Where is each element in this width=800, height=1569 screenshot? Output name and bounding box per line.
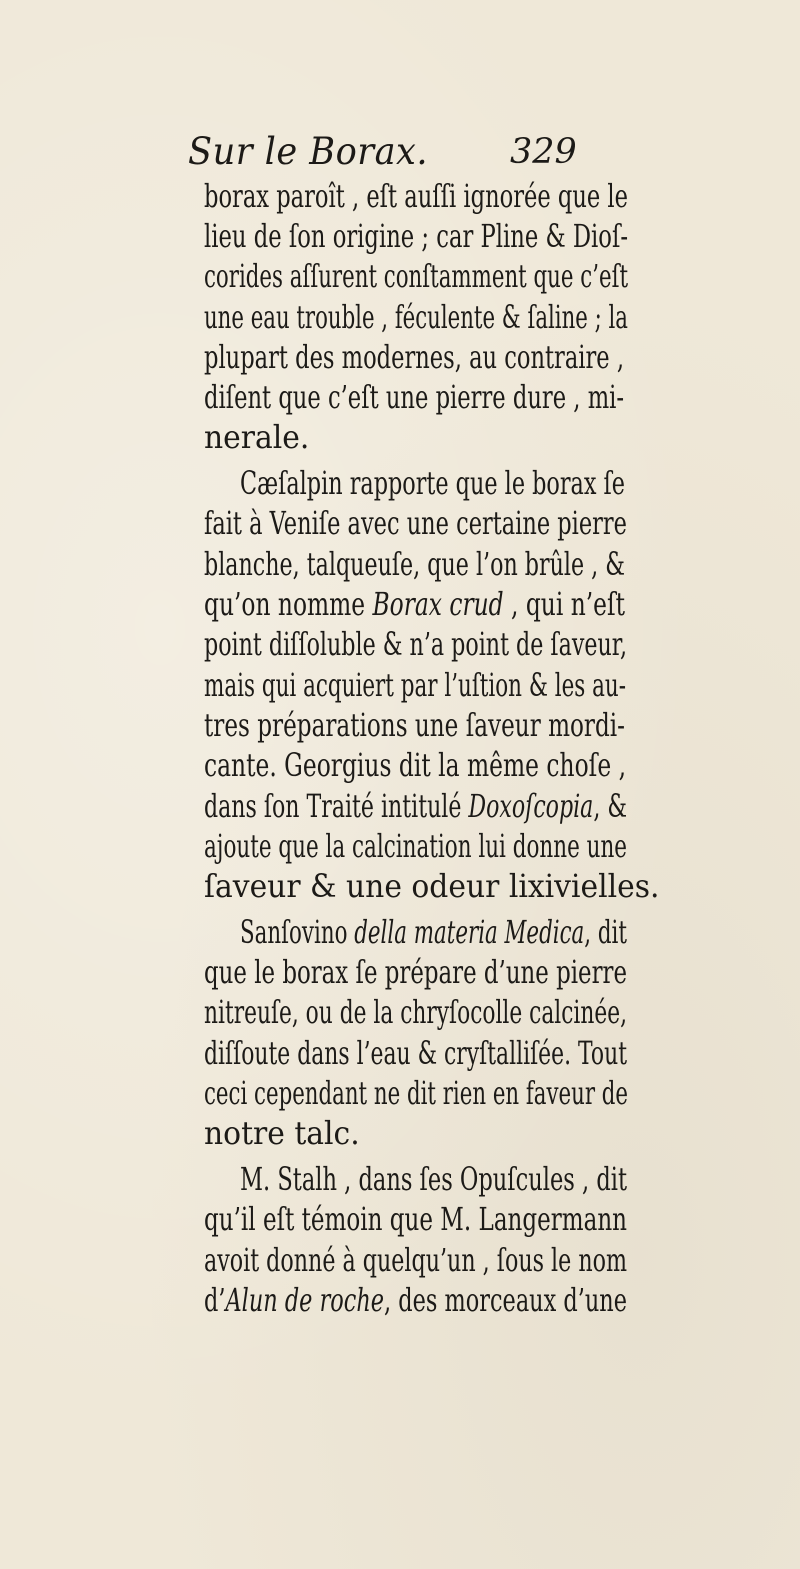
text-line: lieu de ſon origine ; car Pline & Dioſ- (204, 217, 628, 255)
text-line: tres préparations une ſaveur mordi- (204, 706, 625, 744)
text-line: corides aſſurent conſtamment que c’eſt (204, 257, 629, 295)
page-number: 329 (510, 132, 577, 172)
text-line: qu’il eſt témoin que M. Langermann (204, 1200, 628, 1238)
text-line: qu’on nomme Borax crud , qui n’eſt (204, 585, 626, 623)
text-line: cante. Georgius dit la même choſe , (204, 746, 627, 784)
text-line: Cæſalpin rapporte que le borax ſe (240, 464, 626, 502)
text-line: nerale. (204, 418, 310, 456)
text-line: d’Alun de roche, des morceaux d’une (204, 1281, 628, 1319)
text-line: avoit donné à quelqu’un , ſous le nom (204, 1241, 628, 1279)
italic-phrase: Doxoſcopia (468, 787, 594, 825)
text-line: mais qui acquiert par l’uſtion & les au- (204, 666, 627, 704)
text-line: Sanſovino della materia Medica, dit (240, 913, 627, 951)
text-line: diſent que c’eſt une pierre dure , mi- (204, 378, 625, 416)
italic-phrase: della materia Medica (354, 913, 585, 951)
text-line: ſaveur & une odeur lixivielles. (204, 867, 660, 905)
text-line: une eau trouble , féculente & ſaline ; la (204, 298, 628, 336)
text-line: fait à Veniſe avec une certaine pierre (204, 504, 627, 542)
text-line: M. Stalh , dans ſes Opuſcules , dit (240, 1160, 627, 1198)
text-line: que le borax ſe prépare d’une pierre (204, 953, 628, 991)
italic-phrase: Borax crud (372, 585, 504, 623)
running-title: Sur le Borax. (188, 130, 428, 173)
text-line: ajoute que la calcination lui donne une (204, 827, 628, 865)
text-line: diſſoute dans l’eau & cryſtalliſée. Tout (204, 1034, 627, 1072)
running-head (0, 120, 800, 180)
text-line: dans ſon Traité intitulé Doxoſcopia, & (204, 787, 627, 825)
text-line: plupart des modernes, au contraire , (204, 338, 625, 376)
text-line: ceci cependant ne dit rien en faveur de (204, 1074, 629, 1112)
text-line: point diſſoluble & n’a point de ſaveur, (204, 625, 627, 663)
text-line: blanche, talqueuſe, que l’on brûle , & (204, 545, 625, 583)
text-line: borax paroît , eſt auſſi ignorée que le (204, 177, 628, 215)
italic-phrase: Alun de roche (225, 1281, 385, 1319)
text-line: nitreuſe, ou de la chryſocolle calcinée, (204, 993, 628, 1031)
text-line: notre talc. (204, 1114, 360, 1152)
